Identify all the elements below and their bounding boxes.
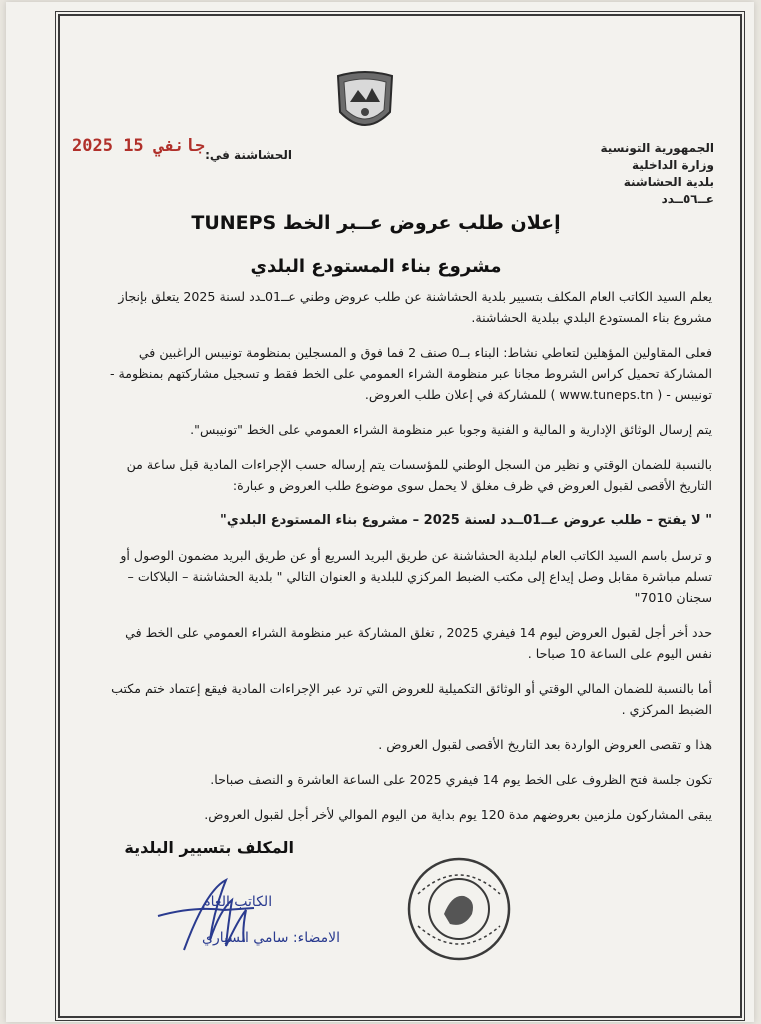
paragraph-8: أما بالنسبة للضمان المالي الوقتي أو الوثائق التكميلية للعروض التي ترد عبر الإجراءات المادية فيقع إعتماد ختم مكتب الضبط المركزي . [111, 681, 712, 717]
paragraph-6: و ترسل باسم السيد الكاتب العام لبلدية الحشاشنة عن طريق البريد السريع أو عن طريق البريد مضمون الوصول أو تسلم مباشرة مقابل وصل إيداع إلى مكتب الضبط المركزي للبلدية و العنوان التالي " بلدية الحشاشنة – البلاكات – سجنان 7010" [120, 548, 712, 605]
paragraph-7: حدد أخر أجل لقبول العروض ليوم 14 فيفري 2025 , تغلق المشاركة عبر منظومة الشراء العمومي على الخط في نفس اليوم على الساعة 10 صباحا . [125, 625, 712, 661]
tuneps-link[interactable]: www.tuneps.tn [559, 387, 654, 402]
document-page [6, 2, 754, 1022]
date-block [72, 136, 292, 170]
paragraph-9: هذا و تقصى العروض الواردة بعد التاريخ الأقصى لقبول العروض . [378, 737, 712, 752]
paragraph-11: يبقى المشاركون ملزمين بعروضهم مدة 120 يوم بداية من اليوم الموالي لأخر أجل لقبول العروض. [204, 807, 712, 822]
date-stamp: 2025 جانفي 15 [72, 136, 206, 156]
paragraph-2-text-b: ) للمشاركة في إعلان طلب العروض. [364, 387, 556, 402]
header-country: الجمهورية التونسية [600, 141, 714, 155]
paragraph-4: بالنسبة للضمان الوقتي و نظير من السجل الوطني للمؤسسات يتم إرساله حسب الإجراءات المادية قبل ساعة من التاريخ الأقصى لقبول العروض في ظرف مغلق لا يحمل سوى موضوع طلب العروض و عبارة: [126, 457, 712, 493]
paragraph-10: تكون جلسة فتح الظروف على الخط يوم 14 فيفري 2025 على الساعة العاشرة و النصف صباحا. [210, 772, 712, 787]
paragraph-3: يتم إرسال الوثائق الإدارية و المالية و الفنية وجوبا عبر منظومة الشراء العمومي على الخط "تونيبس". [190, 422, 712, 437]
header-ministry: وزارة الداخلية [631, 158, 714, 172]
signatory-title: المكلف بتسيير البلدية [124, 838, 294, 857]
header-block [514, 140, 714, 208]
header-municipality: بلدية الحشاشنة [623, 175, 714, 189]
signatory-name: الامضاء: سامي السياري [202, 930, 340, 946]
official-seal-icon [404, 854, 514, 964]
date-label: الحشاشنة في: [205, 148, 292, 162]
signatory-role: الكاتب العام [202, 894, 273, 910]
header-number: عــ٥٦ــدد [661, 192, 714, 206]
municipality-emblem-icon [332, 68, 398, 138]
paragraph-2-text-a: فعلى المقاولين المؤهلين لتعاطي نشاط: البناء بــ0 صنف 2 فما فوق و المسجلين بمنظومة تونيبس الراغبين في المشاركة تحميل كراس الشروط مجانا عبر منظومة الشراء العمومي على الخط فقط و تسجيل مشاركتهم بمنظومة - تونيبس - ( [109, 345, 712, 402]
announcement-body [104, 286, 712, 839]
handwritten-signature-icon [154, 870, 274, 960]
paragraph-5-envelope-text: " لا يفتح – طلب عروض عــ01ــدد لسنة 2025 – مشروع بناء المستودع البلدي" [220, 513, 712, 528]
paragraph-2 [104, 342, 712, 405]
document-title: إعلان طلب عروض عــبر الخط TUNEPS [191, 212, 561, 234]
paragraph-1: يعلم السيد الكاتب العام المكلف بتسيير بلدية الحشاشنة عن طلب عروض وطني عــ01ـدد لسنة 2025 يتعلق بإنجاز مشروع بناء المستودع البلدي ببلدية الحشاشنة. [118, 289, 712, 325]
project-title: مشروع بناء المستودع البلدي [250, 256, 502, 277]
